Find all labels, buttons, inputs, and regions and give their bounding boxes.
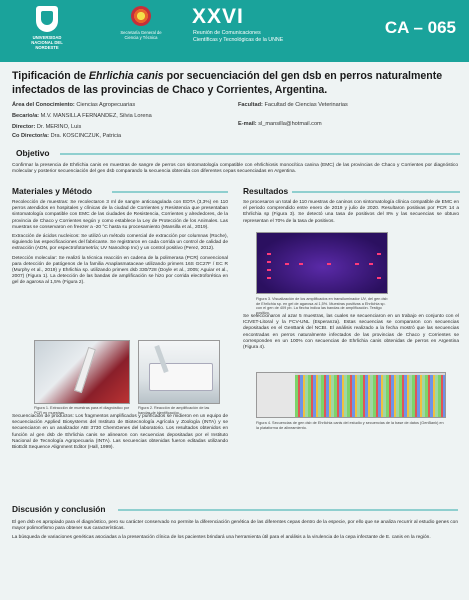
gel-band (267, 253, 271, 255)
title-species: Ehrlichia canis (88, 70, 164, 82)
discusion-p2: La búsqueda de variaciones genéticas asociadas a la presentación clínica de los pacientes brindará una herramienta útil para el análisis a la virulencia de la cepa infectante de E. canis en la región. (12, 535, 431, 541)
becario-row (12, 112, 232, 120)
title-prefix: Tipificación de (12, 70, 89, 82)
objetivo-heading: Objetivo (16, 148, 50, 158)
figure-1-photo (34, 340, 130, 404)
meta-right (238, 101, 458, 128)
unne-logo-text: UNIVERSIDAD NACIONAL DEL NORDESTE (31, 35, 63, 50)
discusion-bar (118, 509, 458, 511)
alignment-grid (295, 375, 445, 417)
secretaria-logo-text: Secretaría General de Ciencia y Técnica (120, 30, 162, 40)
gel-band (267, 261, 271, 263)
gel-band (369, 263, 373, 265)
sun-icon (131, 6, 151, 26)
meta-left (12, 101, 232, 140)
becario-value: M.V. MANSILLA FERNANDEZ, Silvia Lorena (40, 113, 152, 119)
figure-1-caption: Figura 1. Extracción de muestras para el diagnóstico por PCR en muestras. (34, 406, 130, 415)
event-name-line2: Científicas y Tecnológicas de la UNNE (193, 37, 284, 43)
materiales-p3: Detección molecular: Se realizó la técnica reacción en cadena de la polimerasa (PCR) convencional para detección de patógenos de la familia Anaplasmataceae utilizando primers 16S GC27F / EC R (Murphy et al., 2019) y Ehrlichia sp. utilizando primers dsb 330/728 (Doyle et al., 2005; Aguiar et al., 2007) (Figura 1). La detección de las bandas de amplificación se hizo por corrida electroforética en gel de agarosa al 1,5% (Figura 2). (12, 255, 228, 286)
faculty-label: Facultad: (238, 102, 263, 108)
resultados-bar (292, 191, 460, 193)
discusion-heading: Discusión y conclusión (12, 504, 106, 514)
resultados-p1: Se procesaron un total de 110 muestras de caninos con sintomatología clínica compatible de EMC en el periodo comprendido entre enero de 2019 y julio de 2020. Resultaron positivas por PCR 14 a Ehrlichia sp (Figura 3). Se detectó una tasa de positivos del 8% y las secuencias se obtuvo representan el 70% de la tasa de positivos. (243, 200, 459, 224)
gel-band (355, 263, 359, 265)
materiales-heading: Materiales y Método (12, 186, 93, 196)
gel-band (285, 263, 289, 265)
event-name-line1: Reunión de Comunicaciones (193, 30, 261, 36)
resultados-heading: Resultados (243, 186, 289, 196)
area-value: Ciencias Agropecuarias (76, 102, 136, 108)
materiales-p1: Recolección de muestras: Se recolectaron 3 ml de sangre anticoagulada con EDTA (3,3%) en 110 perros atendidos en hospitales y clínicas de la ciudad de Corrientes y Resistencia que presentaban sintomatología compatible con EMC de las ciudades de Resistencia, Corrientes y alrededores, de la provincia de Chaco y Corrientes según y como establece la Ley de Protección de los Animales. Las muestras se conservaron en freezer a -20 °C hasta su procesamiento (Mansilla et al., 2019). (12, 200, 228, 230)
figure-3-gel (256, 232, 388, 294)
email-row (238, 120, 458, 128)
gel-band (377, 277, 381, 279)
faculty-row (238, 101, 458, 109)
email-label: E-mail: (238, 121, 257, 127)
discusion-text (12, 520, 458, 545)
gel-tray-icon (149, 363, 213, 391)
objetivo-bar (60, 153, 460, 155)
becario-label: Becario/a: (12, 113, 40, 119)
email-value: sl_mansilla@hotmail.com (258, 121, 322, 127)
area-row (12, 101, 232, 109)
codirector-label: Co Director/a: (12, 133, 49, 139)
figure-3-caption: Figura 3. Visualización de los amplificados en transiluminador UV, del gen dsb de Ehrlichia sp. en gel de agarosa al 1,5%. Muestras positivas a Ehrlichia sp. con el gen de 409 pb. La flecha indica las bandas de amplificación. Testigo positivo. (256, 297, 388, 315)
figure-4-alignment (256, 372, 446, 418)
director-label: Director: (12, 124, 36, 130)
figure-4-caption: Figura 4. Secuencias de gen dsb de Ehrlichia canis del estudio y secuencias de la base de datos (GenBank) en la plataforma de alineamiento. (256, 421, 444, 430)
event-number: XXVI (192, 5, 244, 28)
gel-band (327, 263, 331, 265)
resultados-p2: Se seleccionaron al azar 5 muestras, las cuales se secuenciaron en un trabajo en conjunto con el ICIVET-Litoral y la FCV-UNL (Esperanza). Estas secuencias se compararon con secuencias depositadas en el GenBank del NCBI. El análisis realizado a la fecha mostró que las secuencias encontradas en perros naturalmente infectados de las provincias de Chaco y Corrientes se corresponden en un 100% con secuencias de Ehrlichia canis obtenidas de perros en Argentina (Figura 4). (243, 314, 459, 351)
objetivo-text: Confirmar la presencia de Ehrlichia canis en muestras de sangre de perros con sintomatología compatible con ehrlichiosis monocítica canina (EMC) de las provincias de Chaco y Corrientes por diagnóstico molecular y posterior secuenciación del gen dsb comparando la secuencia obtenida con diferentes cepas secuenciadas en Argentina. (12, 163, 458, 175)
gel-band (267, 269, 271, 271)
alignment-names (257, 373, 295, 418)
header-banner (0, 0, 469, 62)
event-name (193, 30, 283, 44)
area-label: Área del Conocimiento: (12, 102, 75, 108)
figure-2-photo (138, 340, 220, 404)
gel-band (267, 277, 271, 279)
poster-title (12, 70, 458, 97)
materiales-text-top (12, 200, 228, 290)
title-suffix: por secuenciación del gen dsb en perros naturalmente infectados de las provincias de Chaco y Corrientes, Argentina. (12, 70, 443, 96)
figure-2-caption: Figura 2. Reacción de amplificación de las bandas de identificación. (138, 406, 210, 415)
faculty-value: Facultad de Ciencias Veterinarias (264, 102, 348, 108)
codirector-value: Dra. KOSCINCZUK, Patricia (50, 133, 122, 139)
gel-band (377, 253, 381, 255)
shield-icon (36, 6, 58, 32)
codirector-row (12, 132, 232, 140)
unne-logo (28, 6, 66, 54)
materiales-p2: Extracción de ácidos nucleicos: Se utilizó un método comercial de extracción por columnas (Roche), siguiendo las especificaciones del fabricante. Se registraron en cada corrida un control de calidad de extracción (ADN, por espectrofotometría; UV Nanodrop Inc) y un control positivo (Perez, 2012). (12, 234, 228, 252)
director-value: Dr. MERINO, Luis (36, 124, 82, 130)
discusion-p1: El gen dsb es apropiado para el diagnóstico, pero su carácter conservado no permite la diferenciación genética de las diferentes cepas dentro de la especie, por ello que se analiza recurrir al estudio genes con mayor polimorfismo para obtener sus características. (12, 520, 458, 532)
poster-code: CA – 065 (384, 18, 456, 37)
gel-band (299, 263, 303, 265)
director-row (12, 123, 232, 131)
syringe-icon (74, 347, 96, 393)
materiales-p4: Secuenciación de productos: Los fragmentos amplificados y purificados se midieron en un equipo de secuenciación Applied Biosystems del Instituto de Biotecnología Agrícola y Zoología (INTA) y se secuenciaron en un analizador ABI 3730 ChemGenes del laboratorio. Los resultados obtenidos en función al gen dsb de Ehrlichia canis se alinearon con secuencias depositadas por el Instituto Nacional de Tecnología Agropecuaria (INTA). Las secuencias obtenidas fueron editadas utilizando BioEdit Sequence Alignment Editor (Hall, 1999). (12, 414, 228, 451)
secretaria-logo (116, 6, 166, 54)
